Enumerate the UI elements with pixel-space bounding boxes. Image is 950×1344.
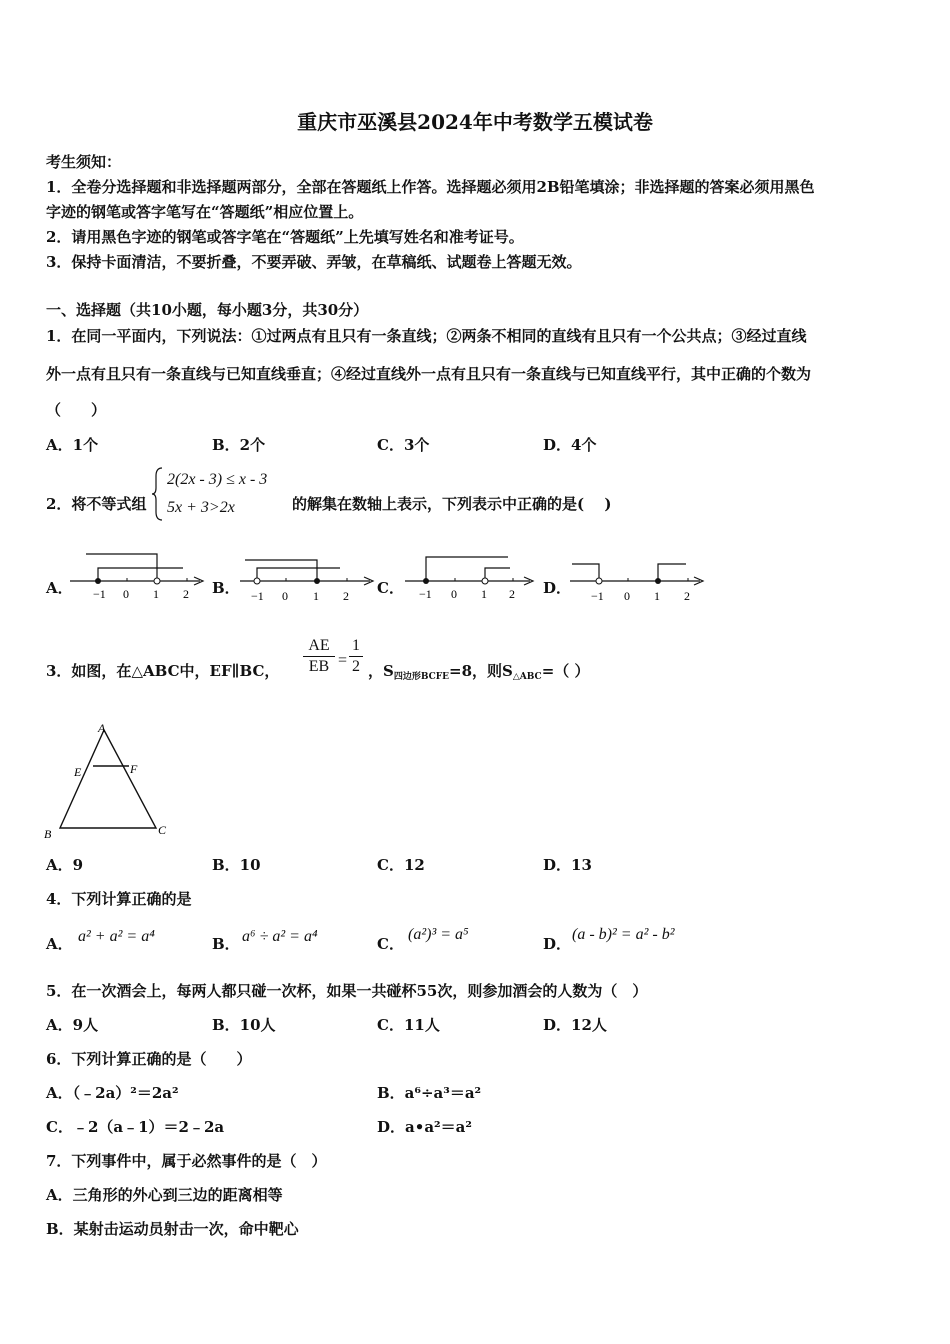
tick-label: 0 xyxy=(451,587,457,601)
frac-numerator: AE xyxy=(308,637,330,654)
page-title: 重庆市巫溪县2024年中考数学五模试卷 xyxy=(297,110,653,134)
q2-option-b-letter: B． xyxy=(212,579,240,597)
s-quad-subscript: 四边形BCFE xyxy=(393,672,450,682)
notice-line-1: 1．全卷分选择题和非选择题两部分，全部在答题纸上作答。选择题必须用2B铅笔填涂；非选择题的答案必须用黑色 xyxy=(46,178,815,196)
vertex-label: F xyxy=(130,762,138,776)
hollow-point xyxy=(596,578,602,584)
q4-option-d-letter: D． xyxy=(543,935,572,953)
q5-option-b: B．10人 xyxy=(212,1016,276,1034)
q4-expr-b: a⁶ ÷ a² = a⁴ xyxy=(242,928,318,945)
frac-numerator: 1 xyxy=(352,637,360,654)
tick-label: −1 xyxy=(93,587,106,601)
q3-option-c: C．12 xyxy=(377,856,425,874)
s-text: ，S xyxy=(368,662,394,680)
q3-prefix: 3．如图，在△ABC中，EF∥BC， xyxy=(46,662,280,680)
q7-stem: 7．下列事件中，属于必然事件的是（ ） xyxy=(46,1152,327,1170)
q7-option-a: A．三角形的外心到三边的距离相等 xyxy=(46,1186,283,1204)
q4-expr-a: a² + a² = a⁴ xyxy=(78,928,155,945)
tick-label: 2 xyxy=(183,587,189,601)
q4-stem: 4．下列计算正确的是 xyxy=(46,890,192,908)
fraction-ae-eb xyxy=(303,636,335,677)
ray-lower xyxy=(257,568,340,581)
q5-option-a: A．9人 xyxy=(46,1016,99,1034)
q2-option-c-letter: C． xyxy=(377,579,404,597)
vertex-label: C xyxy=(158,823,167,837)
solid-point xyxy=(314,578,320,584)
q3-option-b: B．10 xyxy=(212,856,261,874)
hollow-point xyxy=(154,578,160,584)
tick-label: 0 xyxy=(123,587,129,601)
q3-end: =（ ） xyxy=(541,662,590,680)
number-line-b xyxy=(240,548,380,603)
triangle-abc xyxy=(60,730,156,828)
q1-option-c: C．3个 xyxy=(377,436,430,454)
q4-expr-c: (a²)³ = a⁵ xyxy=(408,926,469,943)
fraction-one-half xyxy=(349,636,363,677)
equals-sign: = xyxy=(338,652,348,669)
number-line-c xyxy=(405,548,545,603)
q6-option-d: D．a•a²＝a² xyxy=(377,1118,472,1136)
q1-option-d: D．4个 xyxy=(543,436,597,454)
ray-lower xyxy=(485,568,510,581)
q2-inequality-2: 5x + 3>2x xyxy=(167,499,235,516)
ray-upper xyxy=(426,557,508,581)
solid-point xyxy=(655,578,661,584)
notice-heading: 考生须知： xyxy=(46,153,122,171)
tick-label: −1 xyxy=(251,589,264,603)
q5-stem: 5．在一次酒会上，每两人都只碰一次杯，如果一共碰杯55次，则参加酒会的人数为（ ） xyxy=(46,982,648,1000)
q2-suffix: 的解集在数轴上表示，下列表示中正确的是( ) xyxy=(292,495,612,513)
q1-option-a: A．1个 xyxy=(46,436,99,454)
tick-label: 1 xyxy=(481,587,487,601)
q6-option-b: B．a⁶÷a³＝a² xyxy=(377,1084,482,1102)
q6-option-c: C．﹣2（a﹣1）＝2﹣2a xyxy=(46,1118,225,1136)
tick-label: 0 xyxy=(624,589,630,603)
tick-label: 1 xyxy=(313,589,319,603)
vertex-label: E xyxy=(74,765,82,779)
q4-option-a-letter: A． xyxy=(46,935,73,953)
q1-line-3: （ ） xyxy=(46,401,107,419)
q1-line-1: 1．在同一平面内，下列说法：①过两点有且只有一条直线；②两条不相同的直线有且只有一个公共点；③经过直线 xyxy=(46,327,807,345)
q2-prefix: 2．将不等式组 xyxy=(46,495,147,513)
tick-label: 2 xyxy=(684,589,690,603)
s-abc-subscript: △ABC xyxy=(512,672,542,682)
q4-option-b-letter: B． xyxy=(212,935,240,953)
triangle-figure xyxy=(42,716,182,846)
q4-option-c-letter: C． xyxy=(377,935,404,953)
tick-label: 2 xyxy=(509,587,515,601)
tick-label: −1 xyxy=(591,589,604,603)
q1-option-b: B．2个 xyxy=(212,436,266,454)
vertex-label: A xyxy=(98,721,106,735)
notice-line-3: 2．请用黑色字迹的钢笔或答字笔在“答题纸”上先填写姓名和准考证号。 xyxy=(46,228,524,246)
solid-point xyxy=(95,578,101,584)
vertex-label: B xyxy=(44,827,52,841)
number-line-d xyxy=(570,548,710,603)
q5-option-d: D．12人 xyxy=(543,1016,607,1034)
q4-expr-d: (a - b)² = a² - b² xyxy=(572,926,675,943)
q6-option-a: A．（﹣2a）²＝2a² xyxy=(46,1084,179,1102)
notice-line-4: 3．保持卡面清洁，不要折叠，不要弄破、弄皱，在草稿纸、试题卷上答题无效。 xyxy=(46,253,582,271)
tick-label: 0 xyxy=(282,589,288,603)
q6-stem: 6．下列计算正确的是（ ） xyxy=(46,1050,252,1068)
hollow-point xyxy=(482,578,488,584)
ray-right xyxy=(658,564,686,581)
system-brace xyxy=(152,466,164,522)
q3-option-d: D．13 xyxy=(543,856,592,874)
section-heading: 一、选择题（共10小题，每小题3分，共30分） xyxy=(46,301,369,319)
tick-label: −1 xyxy=(419,587,432,601)
frac-denominator: 2 xyxy=(349,656,363,677)
q2-option-a-letter: A． xyxy=(46,579,73,597)
q3-option-a: A．9 xyxy=(46,856,84,874)
notice-line-2: 字迹的钢笔或答字笔写在“答题纸”相应位置上。 xyxy=(46,203,364,221)
s-value: =8，则S xyxy=(449,662,513,680)
q2-option-d-letter: D． xyxy=(543,579,572,597)
q7-option-b: B．某射击运动员射击一次，命中靶心 xyxy=(46,1220,299,1238)
number-line-a xyxy=(70,548,210,603)
q3-area-expression xyxy=(368,661,590,687)
tick-label: 2 xyxy=(343,589,349,603)
ray-left xyxy=(572,564,599,581)
tick-label: 1 xyxy=(153,587,159,601)
tick-label: 1 xyxy=(654,589,660,603)
solid-point xyxy=(423,578,429,584)
ray-lower xyxy=(98,568,183,581)
q5-option-c: C．11人 xyxy=(377,1016,440,1034)
q1-line-2: 外一点有且只有一条直线与已知直线垂直；④经过直线外一点有且只有一条直线与已知直线平行，其中正确的个数为 xyxy=(46,365,812,383)
hollow-point xyxy=(254,578,260,584)
frac-denominator: EB xyxy=(303,656,335,677)
q2-inequality-1: 2(2x - 3) ≤ x - 3 xyxy=(167,471,268,488)
